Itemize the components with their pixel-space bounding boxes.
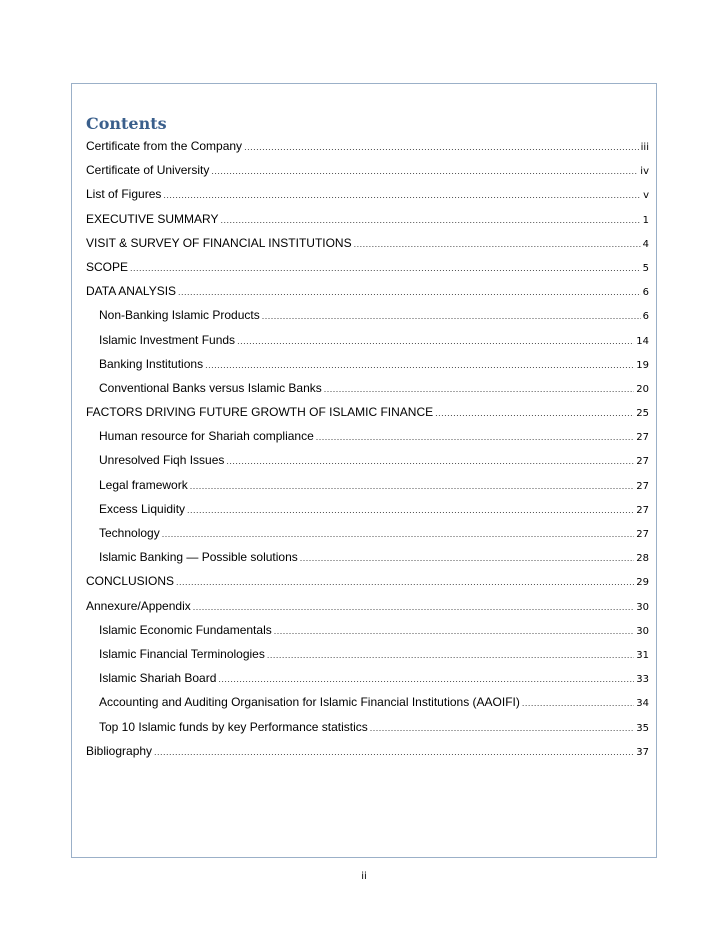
toc-entry-page: 27: [636, 480, 649, 492]
toc-entry-label: Islamic Economic Fundamentals: [99, 622, 272, 637]
toc-entry-page: 5: [642, 262, 649, 274]
toc-leader-dots: [218, 672, 634, 686]
toc-entry[interactable]: [86, 212, 649, 236]
toc-entry-label: FACTORS DRIVING FUTURE GROWTH OF ISLAMIC FINANCE: [86, 405, 434, 420]
toc-entry[interactable]: [86, 574, 649, 598]
toc-entry[interactable]: [86, 284, 649, 308]
toc-leader-dots: [316, 430, 634, 444]
toc-leader-dots: [220, 213, 640, 227]
toc-entry-page: iv: [640, 166, 649, 178]
toc-leader-dots: [354, 237, 641, 251]
toc-entry-label: CONCLUSIONS: [86, 574, 175, 589]
toc-leader-dots: [370, 721, 634, 735]
toc-entry-page: 27: [636, 432, 649, 444]
toc-entry-label: DATA ANALYSIS: [86, 284, 177, 299]
toc-entry-page: 6: [642, 311, 649, 323]
toc-leader-dots: [300, 551, 635, 565]
toc-entry-label: Banking Institutions: [99, 356, 204, 371]
toc-entry-label: Non-Banking Islamic Products: [99, 308, 260, 323]
toc-leader-dots: [211, 164, 638, 178]
toc-entry-label: SCOPE: [86, 259, 129, 274]
toc-entry[interactable]: [86, 357, 649, 381]
toc-leader-dots: [435, 406, 634, 420]
toc-entry-page: iii: [640, 142, 649, 153]
toc-entry[interactable]: [86, 187, 649, 211]
toc-entry-page: 27: [636, 529, 649, 540]
toc-entry-label: Top 10 Islamic funds by key Performance statistics: [99, 719, 368, 734]
toc-entry-label: Certificate of University: [86, 163, 210, 178]
toc-entry-label: Islamic Financial Terminologies: [99, 646, 265, 661]
toc-entry[interactable]: [86, 429, 649, 453]
toc-entry-label: Islamic Investment Funds: [99, 332, 236, 347]
toc-entry[interactable]: [86, 236, 649, 260]
toc-entry-page: 19: [636, 359, 649, 371]
toc-entry-label: VISIT & SURVEY OF FINANCIAL INSTITUTIONS: [86, 235, 352, 250]
toc-entry-page: 33: [636, 674, 649, 686]
toc-entry[interactable]: [86, 647, 649, 671]
contents-heading: Contents: [86, 114, 167, 133]
toc-leader-dots: [130, 261, 641, 275]
toc-leader-dots: [244, 140, 639, 154]
toc-entry[interactable]: [86, 502, 649, 526]
toc-entry[interactable]: [86, 453, 649, 477]
toc-entry[interactable]: [86, 308, 649, 332]
toc-entry-label: Annexure/Appendix: [86, 598, 191, 613]
toc-leader-dots: [190, 479, 635, 493]
toc-entry[interactable]: [86, 744, 649, 768]
toc-entry[interactable]: [86, 720, 649, 744]
toc-entry-page: v: [643, 190, 649, 202]
toc-leader-dots: [205, 358, 634, 372]
toc-entry-label: Excess Liquidity: [99, 501, 186, 516]
toc-leader-dots: [237, 334, 634, 348]
toc-entry-label: Certificate from the Company: [86, 139, 243, 153]
toc-entry-label: Islamic Shariah Board: [99, 671, 217, 686]
toc-entry-label: List of Figures: [86, 187, 162, 202]
toc-entry[interactable]: [86, 405, 649, 429]
toc-entry-page: 1: [642, 214, 649, 226]
toc-entry-label: Conventional Banks versus Islamic Banks: [99, 380, 322, 395]
toc-entry[interactable]: [86, 623, 649, 647]
toc-entry-label: Bibliography: [86, 743, 153, 758]
toc-entry[interactable]: [86, 526, 649, 550]
toc-leader-dots: [267, 648, 634, 662]
table-of-contents: [86, 113, 649, 768]
toc-leader-dots: [522, 696, 634, 710]
toc-entry-page: 27: [636, 504, 649, 516]
toc-entry-page: 35: [636, 722, 649, 734]
toc-leader-dots: [154, 745, 634, 759]
toc-entry[interactable]: [86, 381, 649, 405]
toc-entry-page: 20: [636, 383, 649, 395]
toc-entry-page: 29: [636, 577, 649, 589]
toc-entry-label: Legal framework: [99, 477, 188, 492]
toc-entry-page: 4: [642, 238, 649, 250]
toc-leader-dots: [324, 382, 634, 396]
toc-entry[interactable]: [86, 139, 649, 163]
toc-entry-page: 30: [636, 601, 649, 613]
toc-entry-page: 27: [636, 456, 649, 468]
toc-entry[interactable]: [86, 671, 649, 695]
toc-entry-page: 25: [636, 408, 649, 420]
toc-entry-label: Unresolved Fiqh Issues: [99, 453, 225, 468]
toc-entry-page: 28: [636, 553, 649, 565]
toc-entry[interactable]: [86, 478, 649, 502]
toc-leader-dots: [262, 309, 641, 323]
toc-entry[interactable]: [86, 333, 649, 357]
toc-entry-page: 34: [636, 698, 649, 710]
toc-entry[interactable]: [86, 550, 649, 574]
toc-entry[interactable]: [86, 163, 649, 187]
toc-entry-page: 6: [642, 287, 649, 299]
toc-entry[interactable]: [86, 695, 649, 719]
toc-entry-page: 14: [636, 335, 649, 347]
toc-leader-dots: [187, 503, 634, 517]
toc-entry-page: 37: [636, 746, 649, 758]
toc-list: [86, 139, 649, 768]
toc-entry-page: 30: [636, 625, 649, 637]
footer-page-number: ii: [361, 871, 367, 882]
toc-leader-dots: [163, 188, 641, 202]
toc-entry-page: 31: [636, 649, 649, 661]
toc-leader-dots: [178, 285, 641, 299]
toc-entry-label: EXECUTIVE SUMMARY: [86, 211, 219, 226]
toc-entry[interactable]: [86, 260, 649, 284]
toc-leader-dots: [193, 600, 635, 614]
toc-entry[interactable]: [86, 599, 649, 623]
toc-entry-label: Accounting and Auditing Organisation for Islamic Financial Institutions (AAOIFI): [99, 695, 520, 710]
toc-entry-label: Islamic Banking — Possible solutions: [99, 550, 298, 565]
toc-leader-dots: [176, 575, 634, 589]
toc-leader-dots: [162, 527, 635, 541]
toc-leader-dots: [274, 624, 635, 638]
toc-leader-dots: [226, 454, 634, 468]
toc-entry-label: Human resource for Shariah compliance: [99, 429, 314, 444]
toc-entry-label: Technology: [99, 526, 160, 540]
